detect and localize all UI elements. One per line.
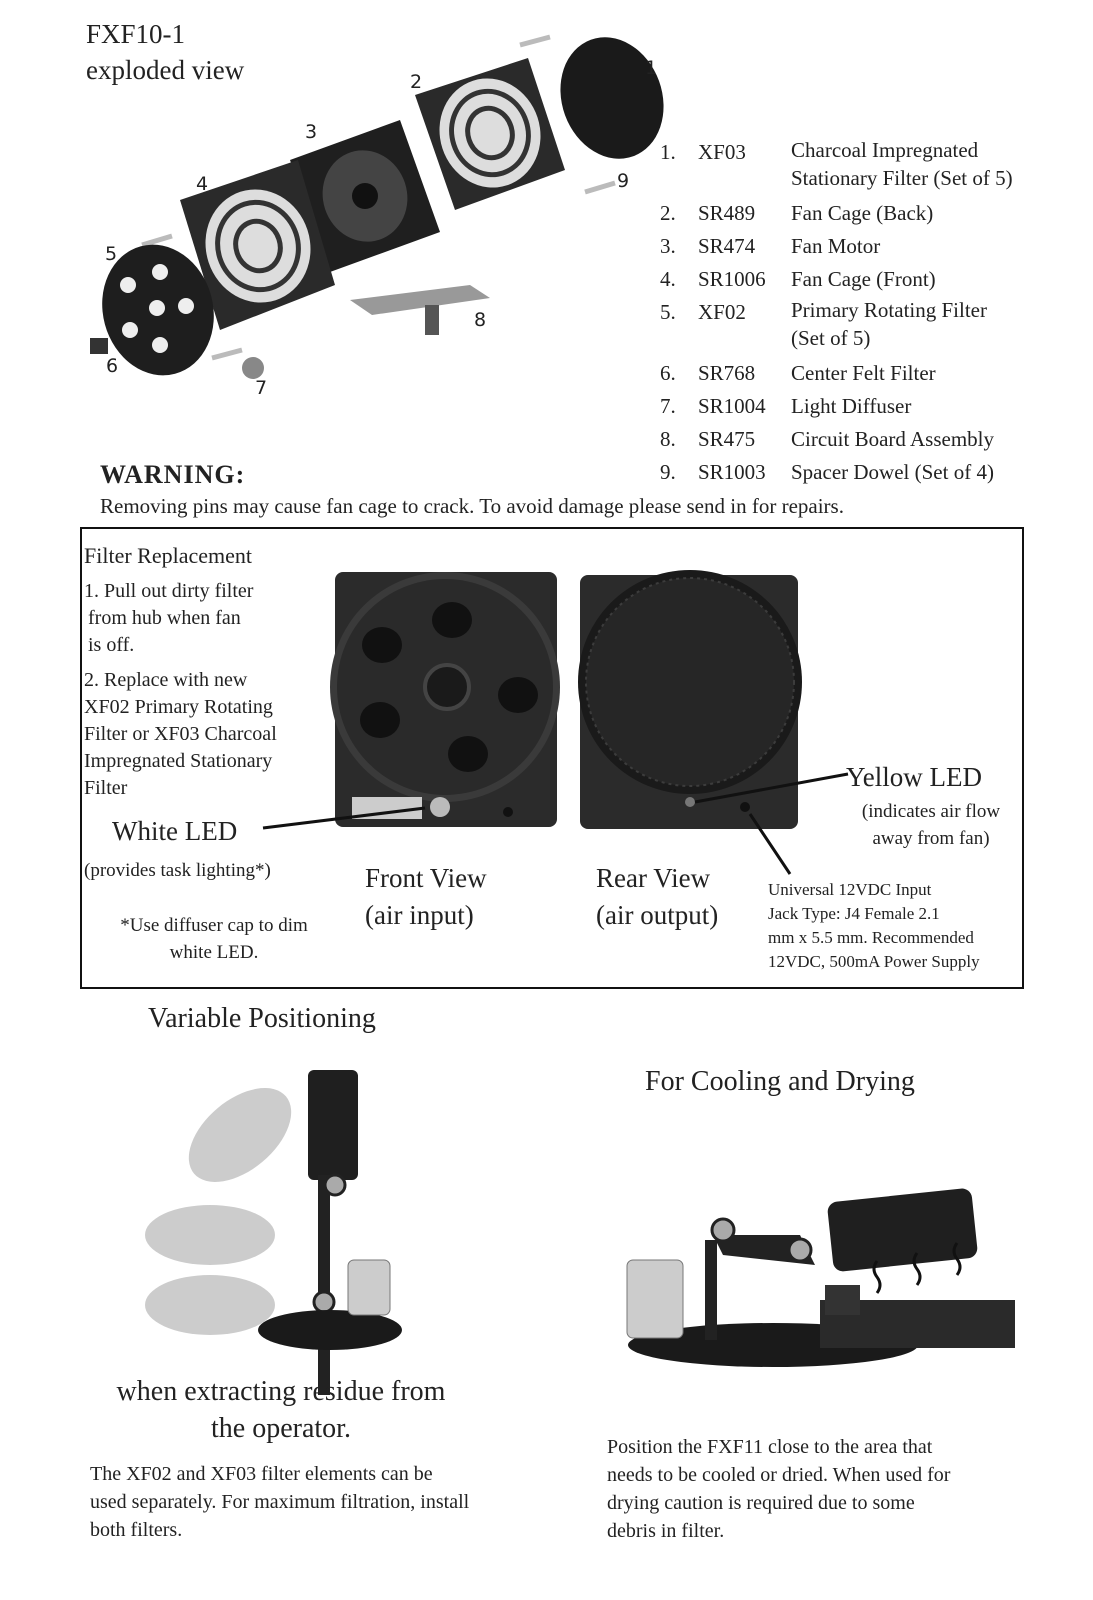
exploded-view-illustration [0,0,1093,470]
warning-text: Removing pins may cause fan cage to crack. To avoid damage please send in for repairs. [100,494,844,518]
cooling-drying-photo [605,1175,1025,1375]
callout-6: 6 [106,355,119,377]
part-description: Primary Rotating Filter (Set of 5) [791,298,987,350]
part-number: 4. [660,267,676,291]
part-number: 2. [660,201,676,225]
part-number: 7. [660,394,676,418]
part-description: Circuit Board Assembly [791,427,994,451]
part-code: XF03 [698,140,746,164]
step-2: 2. Replace with new XF02 Primary Rotating Filter or XF03 Charcoal Impregnated Stationary Filter [84,669,277,799]
part-number: 8. [660,427,676,451]
variable-positioning-caption: when extracting residue from the operator. [116,1376,446,1444]
part-description: Spacer Dowel (Set of 4) [791,460,994,484]
callout-1: 1 [645,57,658,79]
callout-4: 4 [196,173,209,195]
variable-positioning-text: The XF02 and XF03 filter elements can be used separately. For maximum filtration, install both filters. [90,1463,470,1541]
part-code: SR1006 [698,267,766,291]
callout-9: 9 [617,170,630,192]
part-description: Light Diffuser [791,394,912,418]
variable-positioning-heading: Variable Positioning [148,1003,376,1034]
part-code: SR474 [698,234,756,258]
light-diffuser-shape [242,357,264,379]
white-led-footnote: *Use diffuser cap to dim white LED. [120,915,308,963]
step-1: 1. Pull out dirty filter from hub when fan is off. [84,580,254,656]
part-number: 1. [660,140,676,164]
part-number: 5. [660,300,676,324]
yellow-led-note: (indicates air flow away from fan) [861,801,1001,849]
part-number: 3. [660,234,676,258]
callout-3: 3 [305,121,318,143]
variable-positioning-photo [130,1055,430,1375]
rear-view-photo [578,570,802,829]
circuit-board-shape [350,285,490,335]
felt-filter-shape [90,338,108,354]
cooling-drying-heading: For Cooling and Drying [645,1066,915,1097]
part-code: SR1003 [698,460,766,484]
callout-8: 8 [474,309,487,331]
part-description: Charcoal Impregnated Stationary Filter (Set of 5) [791,138,1013,190]
part-code: SR475 [698,427,756,451]
white-led-note: (provides task lighting*) [84,860,271,881]
part-number: 9. [660,460,676,484]
front-view-photo [330,572,560,827]
part-number: 6. [660,361,676,385]
part-description: Fan Cage (Front) [791,267,936,291]
part-code: SR768 [698,361,756,385]
power-spec: Universal 12VDC Input Jack Type: J4 Female 2.1 mm x 5.5 mm. Recommended 12VDC, 500mA Power Supply [768,880,980,971]
yellow-led-label: Yellow LED [846,762,983,792]
callout-5: 5 [105,243,118,265]
part-description: Center Felt Filter [791,361,936,385]
callout-7: 7 [255,377,268,399]
title-subtitle: exploded view [86,55,245,85]
callout-2: 2 [410,71,423,93]
rear-view-label: Rear View (air output) [596,863,719,930]
filter-replacement-heading: Filter Replacement [84,543,252,568]
part-code: SR489 [698,201,756,225]
part-description: Fan Cage (Back) [791,201,934,225]
warning-heading: WARNING: [100,460,246,489]
part-description: Fan Motor [791,234,881,258]
cooling-drying-text: Position the FXF11 close to the area that needs to be cooled or dried. When used for drying caution is required due to some debris in filter. [607,1436,951,1542]
part-code: XF02 [698,300,746,324]
front-view-label: Front View (air input) [365,863,487,930]
white-led-label: White LED [112,816,238,846]
part-code: SR1004 [698,394,766,418]
title-model: FXF10-1 [86,19,186,49]
fan-cage-back-shape [415,58,565,210]
